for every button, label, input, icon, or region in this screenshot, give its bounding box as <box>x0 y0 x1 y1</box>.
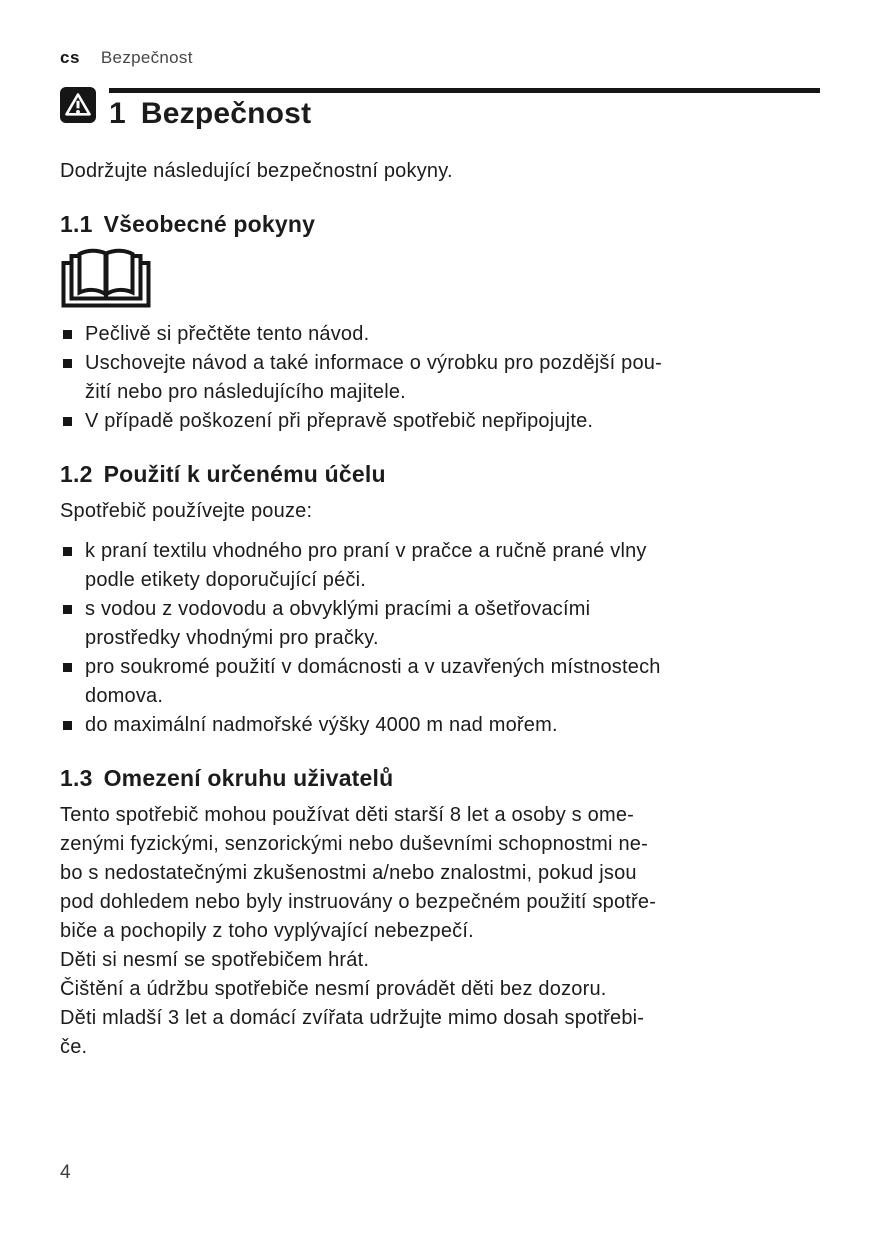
bullet-text <box>85 653 661 711</box>
chapter-number: 1 <box>109 97 126 130</box>
bullet-text <box>85 711 558 740</box>
section-heading <box>60 764 820 792</box>
text-line: Čištění a údržbu spotřebiče nesmí provádět děti bez dozoru. <box>60 978 607 1000</box>
bullet-item <box>60 537 820 595</box>
bullet-item <box>60 711 820 740</box>
bullet-text <box>85 407 593 436</box>
page-number: 4 <box>60 1162 71 1183</box>
text-line: bo s nedostatečnými zkušenostmi a/nebo znalostmi, pokud jsou <box>60 862 637 884</box>
text-line: domova. <box>85 685 164 707</box>
section-title: Omezení okruhu uživatelů <box>103 765 394 791</box>
chapter-heading-column <box>109 87 820 131</box>
bullet-item <box>60 349 820 407</box>
running-header-title: Bezpečnost <box>100 48 193 67</box>
text-line: Tento spotřebič mohou používat děti starší 8 let a osoby s ome- <box>60 804 635 826</box>
document-body <box>60 210 820 1062</box>
text-line: V případě poškození při přepravě spotřebič nepřipojujte. <box>85 410 594 432</box>
chapter-rule <box>109 88 820 93</box>
text-line: žití nebo pro následujícího majitele. <box>85 381 406 403</box>
bullet-item <box>60 407 820 436</box>
manual-section <box>60 210 820 436</box>
bullet-item <box>60 320 820 349</box>
manual-section <box>60 764 820 1062</box>
bullet-square-icon <box>63 359 72 368</box>
bullet-text <box>85 349 662 407</box>
bullet-square-icon <box>63 605 72 614</box>
section-number: 1.1 <box>60 211 93 237</box>
section-lead: Spotřebič používejte pouze: <box>60 500 313 522</box>
text-line: Pečlivě si přečtěte tento návod. <box>85 323 370 345</box>
bullet-square-icon <box>63 330 72 339</box>
bullet-text <box>85 537 647 595</box>
text-line: prostředky vhodnými pro pračky. <box>85 627 379 649</box>
text-line: pro soukromé použití v domácnosti a v uzavřených místnostech <box>85 656 661 678</box>
open-book-icon <box>60 247 152 309</box>
section-heading <box>60 210 820 238</box>
text-line: Děti mladší 3 let a domácí zvířata udržujte mimo dosah spotřebi- <box>60 1007 645 1029</box>
section-title: Použití k určenému účelu <box>103 461 386 487</box>
section-number: 1.3 <box>60 765 93 791</box>
bullet-text <box>85 320 369 349</box>
bullet-square-icon <box>63 663 72 672</box>
bullet-square-icon <box>63 721 72 730</box>
text-line: Děti si nesmí se spotřebičem hrát. <box>60 949 370 971</box>
bullet-square-icon <box>63 417 72 426</box>
bullet-text <box>85 595 590 653</box>
intro-paragraph: Dodržujte následující bezpečnostní pokyny. <box>60 160 453 182</box>
bullet-item <box>60 653 820 711</box>
chapter-title <box>109 97 820 131</box>
text-line: k praní textilu vhodného pro praní v pračce a ručně prané vlny <box>85 540 647 562</box>
section-paragraphs <box>60 801 820 1062</box>
text-line: pod dohledem nebo byly instruovány o bezpečném použití spotře- <box>60 891 657 913</box>
text-line: zenými fyzickými, senzorickými nebo duševními schopnostmi ne- <box>60 833 648 855</box>
text-line: Uschovejte návod a také informace o výrobku pro pozdější pou- <box>85 352 662 374</box>
bullet-square-icon <box>63 547 72 556</box>
language-code: cs <box>60 48 80 67</box>
bullet-list <box>60 320 820 436</box>
text-line: biče a pochopily z toho vyplývající nebezpečí. <box>60 920 474 942</box>
bullet-list <box>60 537 820 740</box>
running-header <box>60 0 820 68</box>
chapter-title-text: Bezpečnost <box>140 97 312 130</box>
section-heading <box>60 460 820 488</box>
warning-icon <box>60 87 96 123</box>
manual-section <box>60 460 820 740</box>
text-line: do maximální nadmořské výšky 4000 m nad mořem. <box>85 714 558 736</box>
chapter-heading <box>60 87 820 131</box>
text-line: podle etikety doporučující péči. <box>85 569 367 591</box>
bullet-item <box>60 595 820 653</box>
section-number: 1.2 <box>60 461 93 487</box>
section-title: Všeobecné pokyny <box>103 211 316 237</box>
text-line: če. <box>60 1036 88 1058</box>
text-line: s vodou z vodovodu a obvyklými pracími a ošetřovacími <box>85 598 591 620</box>
